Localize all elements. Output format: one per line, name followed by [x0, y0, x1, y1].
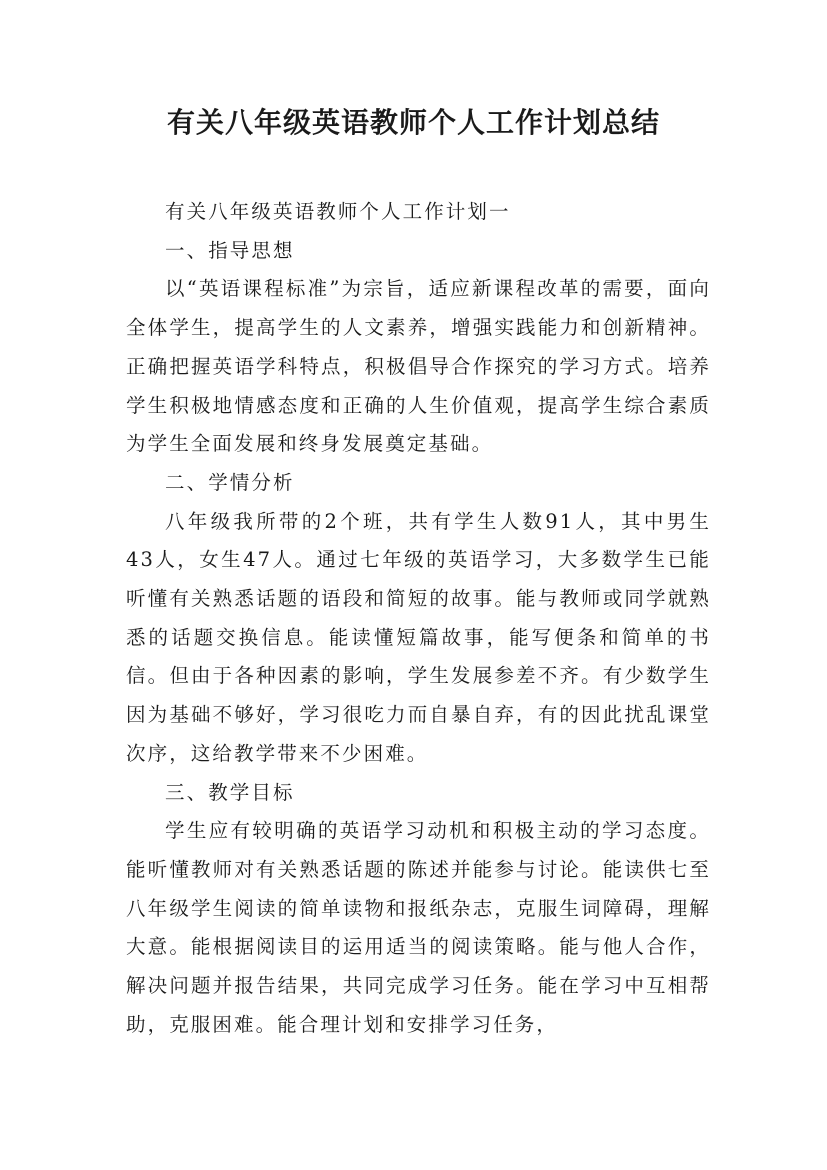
document-title: 有关八年级英语教师个人工作计划总结	[166, 106, 660, 139]
section-heading-teaching-goals: 三、教学目标	[165, 780, 295, 804]
paragraph-student-analysis: 八年级我所带的2个班，共有学生人数91人，其中男生43人，女生47人。通过七年级的英语学习，大多数学生已能听懂有关熟悉话题的语段和简短的故事。能与教师或同学就熟悉的话题交换信息。能读懂短篇故事，能写便条和简单的书信。但由于各种因素的影响，学生发展参差不齐。有少数学生因为基础不够好，学习很吃力而自暴自弃，有的因此扰乱课堂次序，这给教学带来不少困难。	[126, 509, 711, 765]
paragraph-teaching-goals: 学生应有较明确的英语学习动机和积极主动的学习态度。能听懂教师对有关熟悉话题的陈述并能参与讨论。能读供七至八年级学生阅读的简单读物和报纸杂志，克服生词障碍，理解大意。能根据阅读目的运用适当的阅读策略。能与他人合作，解决问题并报告结果，共同完成学习任务。能在学习中互相帮助，克服困难。能合理计划和安排学习任务，	[126, 819, 711, 1036]
plan-heading: 有关八年级英语教师个人工作计划一	[165, 200, 511, 223]
section-heading-student-analysis: 二、学情分析	[165, 470, 295, 494]
paragraph-guiding-ideology: 以“英语课程标准”为宗旨，适应新课程改革的需要，面向全体学生，提高学生的人文素养，增强实践能力和创新精神。正确把握英语学科特点，积极倡导合作探究的学习方式。培养学生积极地情感态度和正确的人生价值观，提高学生综合素质为学生全面发展和终身发展奠定基础。	[126, 277, 711, 456]
document-body	[126, 193, 711, 1044]
section-heading-guiding-ideology: 一、指导思想	[165, 238, 295, 262]
